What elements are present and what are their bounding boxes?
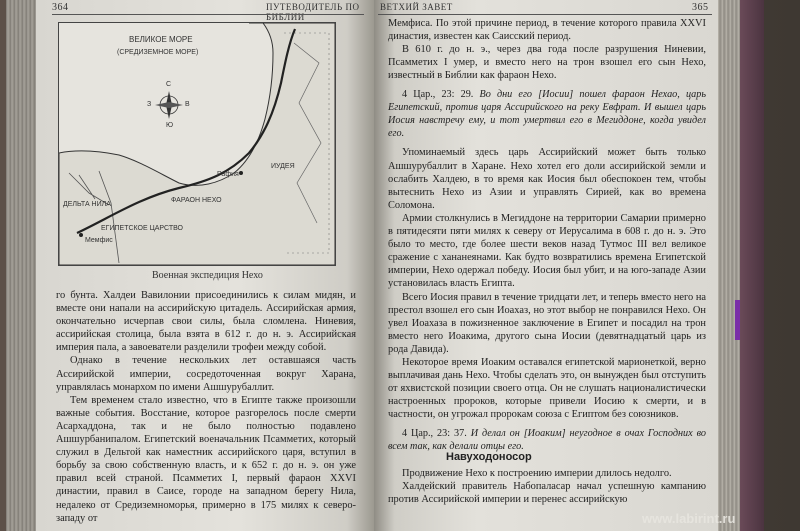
raphia-marker: [239, 171, 243, 175]
right-paragraph: Продвижение Нехо к построению империи длилось недолго.: [402, 468, 672, 479]
left-running-header: ПУТЕВОДИТЕЛЬ ПО БИБЛИИ: [266, 2, 360, 22]
map-label-memphis: Мемфис: [85, 237, 113, 244]
map-label-compass-south: Ю: [166, 122, 174, 129]
quote-1-reference: 4 Цар., 23: 29.: [402, 89, 474, 101]
right-running-header: ВЕТХИЙ ЗАВЕТ: [380, 2, 453, 12]
right-paragraph: Халдейский правитель Набопаласар начал успешную кампанию против Ассирийской империи и перенес ассирийскую: [388, 481, 706, 506]
watermark: www.labirint.ru: [642, 511, 736, 526]
right-header-rule: [378, 14, 712, 15]
compass-rose-icon: [155, 91, 183, 119]
map-label-mediterranean: (СРЕДИЗЕМНОЕ МОРЕ): [117, 49, 199, 56]
map-label-raphia: Рафия: [217, 171, 239, 178]
right-paragraph: Армии столкнулись в Мегиддоне на территории Самарии примерно в пятидесяти пяти милях к северу от Иерусалима в 608 г. до н. э. Это было то место, где более шести веков назад Тутмос III вел великое сражение с хананеянами. Как будто возвратились времена Египетской империи, Нехо одержал победу. Иосия был убит, и на юго-западе Азии установилась власть Египта.: [388, 212, 706, 290]
map-label-compass-north: С: [166, 81, 172, 88]
map-label-egypt: ЕГИПЕТСКОЕ ЦАРСТВО: [101, 225, 183, 232]
right-paragraph: Всего Иосия правил в течение тридцати лет, и теперь вместо него на престол взошел его сын Иоахаз, но этот выбор не понравился Нехо. Он увел Иоахаза в пожизненное заключение в Египет и посадил на трон вместо него Иоакима, другого сына Иосии (девятнадцатый царь из рода Давида).: [388, 291, 706, 355]
right-page-edges: [718, 0, 740, 531]
map-figure: [58, 22, 336, 266]
left-page-number: 364: [52, 2, 69, 13]
open-book: [6, 0, 758, 531]
map-caption: Военная экспедиция Нехо: [152, 270, 263, 281]
left-header-rule: [52, 14, 364, 15]
right-page-number: 365: [692, 2, 709, 13]
scripture-quote-1: [388, 88, 706, 140]
right-paragraph: Упоминаемый здесь царь Ассирийский может быть только Ашшурубаллит в Харане. Нехо хотел его доли ассирийской земли и ослабить Халдею, в то время как Иосия был обеспокоен тем, чтобы вытеснить Нехо из Азии и управлять Сирией, как во времена Соломона.: [388, 147, 706, 211]
map-label-nile-delta: ДЕЛЬТА НИЛА: [63, 201, 111, 208]
right-text-column: [388, 17, 706, 453]
left-text-column: [56, 289, 356, 525]
scripture-quote-2: [388, 427, 706, 453]
map-label-compass-east: В: [185, 101, 190, 108]
quote-1-text: Во дни его [Иосии] пошел фараон Нехао, царь Египетский, против царя Ассирийского на реку Евфрат. И вышел царь Иосия навстречу ему, и тот умертвил его в Мегиддоне, когда увидел его.: [388, 89, 706, 140]
right-paragraph: Мемфиса. По этой причине период, в течение которого правила XXVI династия, известен как Саисский период.: [388, 18, 706, 43]
map-label-pharaoh: ФАРАОН НЕХО: [171, 197, 222, 204]
right-bottom-column: [388, 467, 706, 506]
memphis-marker: [79, 233, 83, 237]
quote-2-text: И делал он [Иоаким] неугодное в очах Господних во всем так, как делали отцы его.: [388, 428, 707, 453]
book-cover-edge: [740, 0, 764, 531]
right-paragraph: В 610 г. до н. э., через два года после разрушения Ниневии, Псамметих I умер, и вместо него на трон взошел его сын Нехо, известный в Библии как фараон Нехо.: [388, 44, 706, 82]
map-label-compass-west: З: [147, 101, 152, 108]
quote-2-reference: 4 Цар., 23: 37.: [402, 428, 467, 440]
section-heading: Навуходоносор: [446, 451, 532, 463]
left-paragraph: Однако в течение нескольких лет оставшаяся часть Ассирийской империи, сосредоточенная вокруг Харана, управлялась монархом по имени Ашшурубаллит.: [56, 355, 356, 393]
left-paragraph: го бунта. Халдеи Вавилонии присоединились к силам мидян, и вместе они напали на ассирийскую цитадель. Ассирийская армия, окончательно исчерпав свои силы, была сломлена. Ниневия, ассирийская столица, была взята в 612 г. до н. э. Ассирийская империя пала, а завоеватели разделили трофеи между собой.: [56, 290, 356, 354]
left-page-edges: [6, 0, 36, 531]
map-label-great-sea: ВЕЛИКОЕ МОРЕ: [129, 35, 193, 44]
map-label-judea: ИУДЕЯ: [271, 163, 295, 170]
right-paragraph: Некоторое время Иоаким оставался египетской марионеткой, верно выплачивая дань Нехо. Чтобы сделать это, он вынужден был отступить от яхвистской позиции своего отца. Он не слушать националистически настроенных пророков, которые привели Иосию к смерти, и в частности, он угрожал пророкам союза с Египтом без союзников.: [388, 356, 706, 421]
left-paragraph: Тем временем стало известно, что в Египте также произошли важные события. Восстание, которое разгорелось после смерти Асархаддона, так и не было полностью подавлено Ашшурбанипалом. Египетский военачальник Псамметих, который служил в Дельтой как наместник ассирийского царя, вступил в борьбу за свою собственную власть, и к 652 г. до н. э. он уже правил всей страной. Псамметих I, первый фараон XXVI династии, правил в Саисе, городе на западном берегу Нила, недалеко от Средиземноморья, примерно в 175 милях к северо-западу от: [56, 394, 356, 524]
